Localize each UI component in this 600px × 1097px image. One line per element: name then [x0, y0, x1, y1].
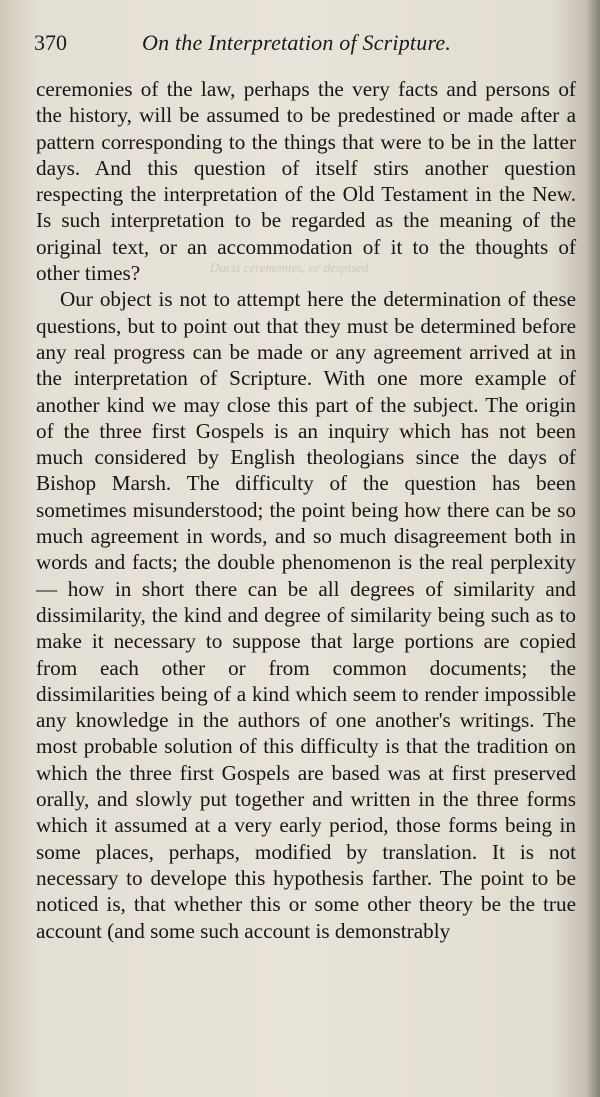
page-edge-shadow: [586, 0, 600, 1097]
page-number: 370: [34, 30, 67, 55]
body-text: [36, 76, 576, 944]
paragraph-1: ceremonies of the law, perhaps the very facts and persons of the history, will be assumed to be predestined or made after a pattern corresponding to the things that were to be in the latter days. And this question of itself stirs another question respecting the interpretation of the Old Testament in the New. Is such interpretation to be regarded as the meaning of the original text, or an accommodation of it to the thoughts of other times?: [36, 77, 576, 286]
page-header: [34, 30, 554, 60]
paragraph-2: Our object is not to attempt here the determination of these questions, but to point out that they must be determined before any real progress can be made or any agreement arrived at in the interpretation of Scripture. With one more example of another kind we may close this part of the subject. The origin of the three first Gospels is an inquiry which has not been much considered by English theologians since the days of Bishop Marsh. The difficulty of the question has been sometimes misunderstood; the point being how there can be so much agreement in words, and so much disagreement both in words and facts; the double phenomenon is the real perplexity— how in short there can be all degrees of similarity and dissimilarity, the kind and degree of similarity being such as to make it necessary to suppose that large portions are copied from each other or from common documents; the dissimilarities being of a kind which seem to render impossible any knowledge in the authors of one another's writings. The most probable solution of this difficulty is that the tradition on which the three first Gospels are based was at first preserved orally, and slowly put together and written in the three forms which it assumed at a very early period, those forms being in some places, perhaps, modified by translation. It is not necessary to develope this hypothesis farther. The point to be noticed is, that whether this or some other theory be the true account (and some such account is demonstrably: [36, 287, 576, 943]
show-through-text: Dacis ceremonies, or despised: [210, 260, 369, 275]
running-title: On the Interpretation of Scripture.: [142, 30, 452, 55]
